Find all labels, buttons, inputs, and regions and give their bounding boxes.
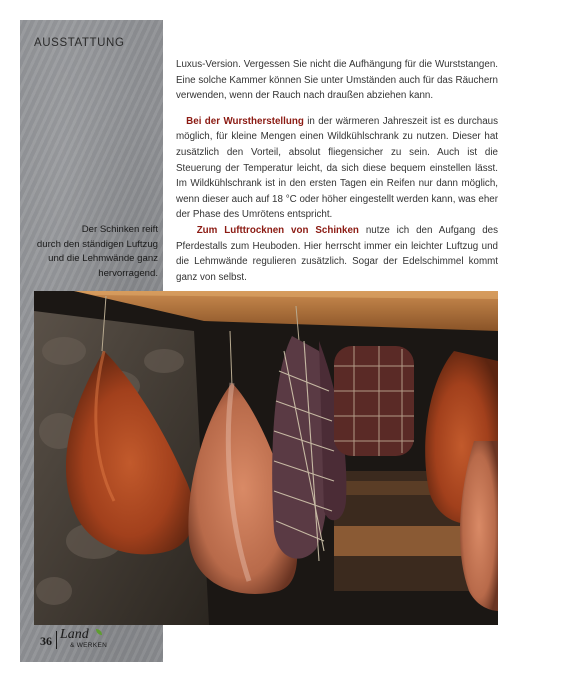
photo-caption: [26, 223, 158, 281]
caption-line: hervorragend.: [98, 267, 158, 279]
section-label: AUSSTATTUNG: [34, 37, 125, 49]
caption-line: durch den ständigen Luftzug: [36, 238, 158, 250]
page-number: 36: [40, 634, 52, 648]
article-body: [176, 57, 498, 285]
caption-line: Der Schinken reift: [81, 224, 158, 235]
paragraph: [176, 223, 498, 285]
paragraph-text: nutze ich den Aufgang des Pferdestalls zum Heuboden. Hier herrscht immer ein leichter Luftzug und die Lehmwände regulieren zusätzlich. Sogar der Edelschimmel kommt ganz von selbst.: [176, 224, 499, 283]
paragraph: Luxus-Version. Vergessen Sie nicht die Aufhängung für die Wurststangen. Eine solche Kammer können Sie unter Umständen auch für das Räuchern verwenden, wenn der Rauch nach draußen abziehen kann.: [176, 59, 498, 102]
ham-drying-photo: [34, 291, 498, 625]
magazine-logo: [60, 627, 120, 653]
paragraph-lead: Bei der Wurstherstellung: [186, 115, 304, 127]
caption-line: und die Lehmwände ganz: [48, 253, 158, 264]
paragraph: [176, 114, 498, 223]
logo-text: Land: [60, 627, 89, 642]
leaf-icon: [96, 629, 102, 635]
paragraph-lead: Zum Lufttrocknen von Schinken: [196, 224, 359, 236]
footer-divider: [56, 631, 57, 649]
logo-subtext: & WERKEN: [70, 642, 108, 649]
paragraph-text: in der wärmeren Jahreszeit ist es durchaus möglich, für kleine Mengen einen Wildkühlschrank zu nutzen. Dieser hat zusätzlich den Vorteil, absolut fliegensicher zu sein. Auch ist die Steuerung der Temperatur leicht, da sich diese bequem einstellen lässt. Im Wildkühlschrank ist in den ersten Tagen ein Reifen nur dann möglich, wenn dieser auch auf 18 °C oder höher eingestellt werden kann, was eher der Phase des Umrötens entspricht.: [176, 115, 498, 221]
